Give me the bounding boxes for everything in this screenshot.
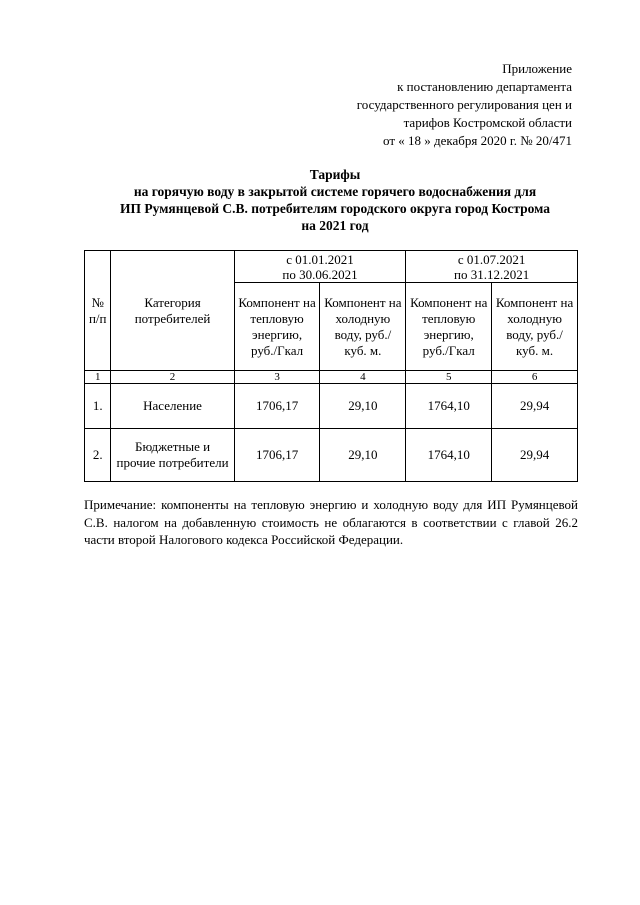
document-title	[90, 166, 580, 234]
column-number: 3	[234, 371, 320, 384]
row-number: 2.	[85, 429, 111, 482]
table-row	[85, 429, 578, 482]
appendix-line: государственного регулирования цен и	[356, 97, 572, 112]
row-category: Бюджетные и прочие потребители	[111, 429, 234, 482]
period-to: по 30.06.2021	[282, 266, 358, 282]
title-line: ИП Румянцевой С.В. потребителям городского округа город Кострома	[120, 201, 550, 216]
appendix-header	[357, 60, 572, 150]
table-row	[85, 384, 578, 429]
footnote: Примечание: компоненты на тепловую энергию и холодную воду для ИП Румянцевой С.В. налогом на добавленную стоимость не облагаются в соответствии с главой 26.2 части второй Налогового кодекса Российской Федерации.	[84, 497, 578, 547]
title-line: Тарифы	[309, 167, 361, 182]
row-number: 1.	[85, 384, 111, 429]
column-number: 1	[85, 371, 111, 384]
column-number: 6	[492, 371, 578, 384]
row-value: 1764,10	[406, 384, 492, 429]
period-from: с 01.01.2021	[286, 251, 354, 267]
appendix-line: к постановлению департамента	[397, 79, 572, 94]
row-value: 29,10	[320, 429, 406, 482]
row-value: 1764,10	[406, 429, 492, 482]
period-from: с 01.07.2021	[457, 251, 526, 267]
header-component: Компонент на тепловую энергию, руб./Гкал	[406, 283, 492, 371]
title-line: на 2021 год	[301, 218, 369, 233]
header-component: Компонент на тепловую энергию, руб./Гкал	[234, 283, 320, 371]
row-value: 1706,17	[234, 384, 320, 429]
header-number: № п/п	[85, 251, 111, 371]
header-category: Категория потребителей	[111, 251, 234, 371]
period-to: по 31.12.2021	[454, 266, 530, 282]
appendix-line: тарифов Костромской области	[403, 115, 572, 130]
tariffs-table	[84, 250, 578, 482]
header-period-2	[406, 251, 578, 283]
header-period-1	[234, 251, 406, 283]
column-number: 2	[111, 371, 234, 384]
appendix-line: Приложение	[502, 61, 572, 76]
row-value: 29,10	[320, 384, 406, 429]
column-number: 4	[320, 371, 406, 384]
row-category: Население	[111, 384, 234, 429]
header-component: Компонент на холодную воду, руб./куб. м.	[320, 283, 406, 371]
table-header-row	[85, 251, 578, 283]
row-value: 29,94	[492, 429, 578, 482]
column-number-row	[85, 371, 578, 384]
appendix-line: от « 18 » декабря 2020 г. № 20/471	[382, 133, 572, 148]
title-line: на горячую воду в закрытой системе горячего водоснабжения для	[133, 184, 537, 199]
header-component: Компонент на холодную воду, руб./куб. м.	[492, 283, 578, 371]
column-number: 5	[406, 371, 492, 384]
row-value: 29,94	[492, 384, 578, 429]
row-value: 1706,17	[234, 429, 320, 482]
